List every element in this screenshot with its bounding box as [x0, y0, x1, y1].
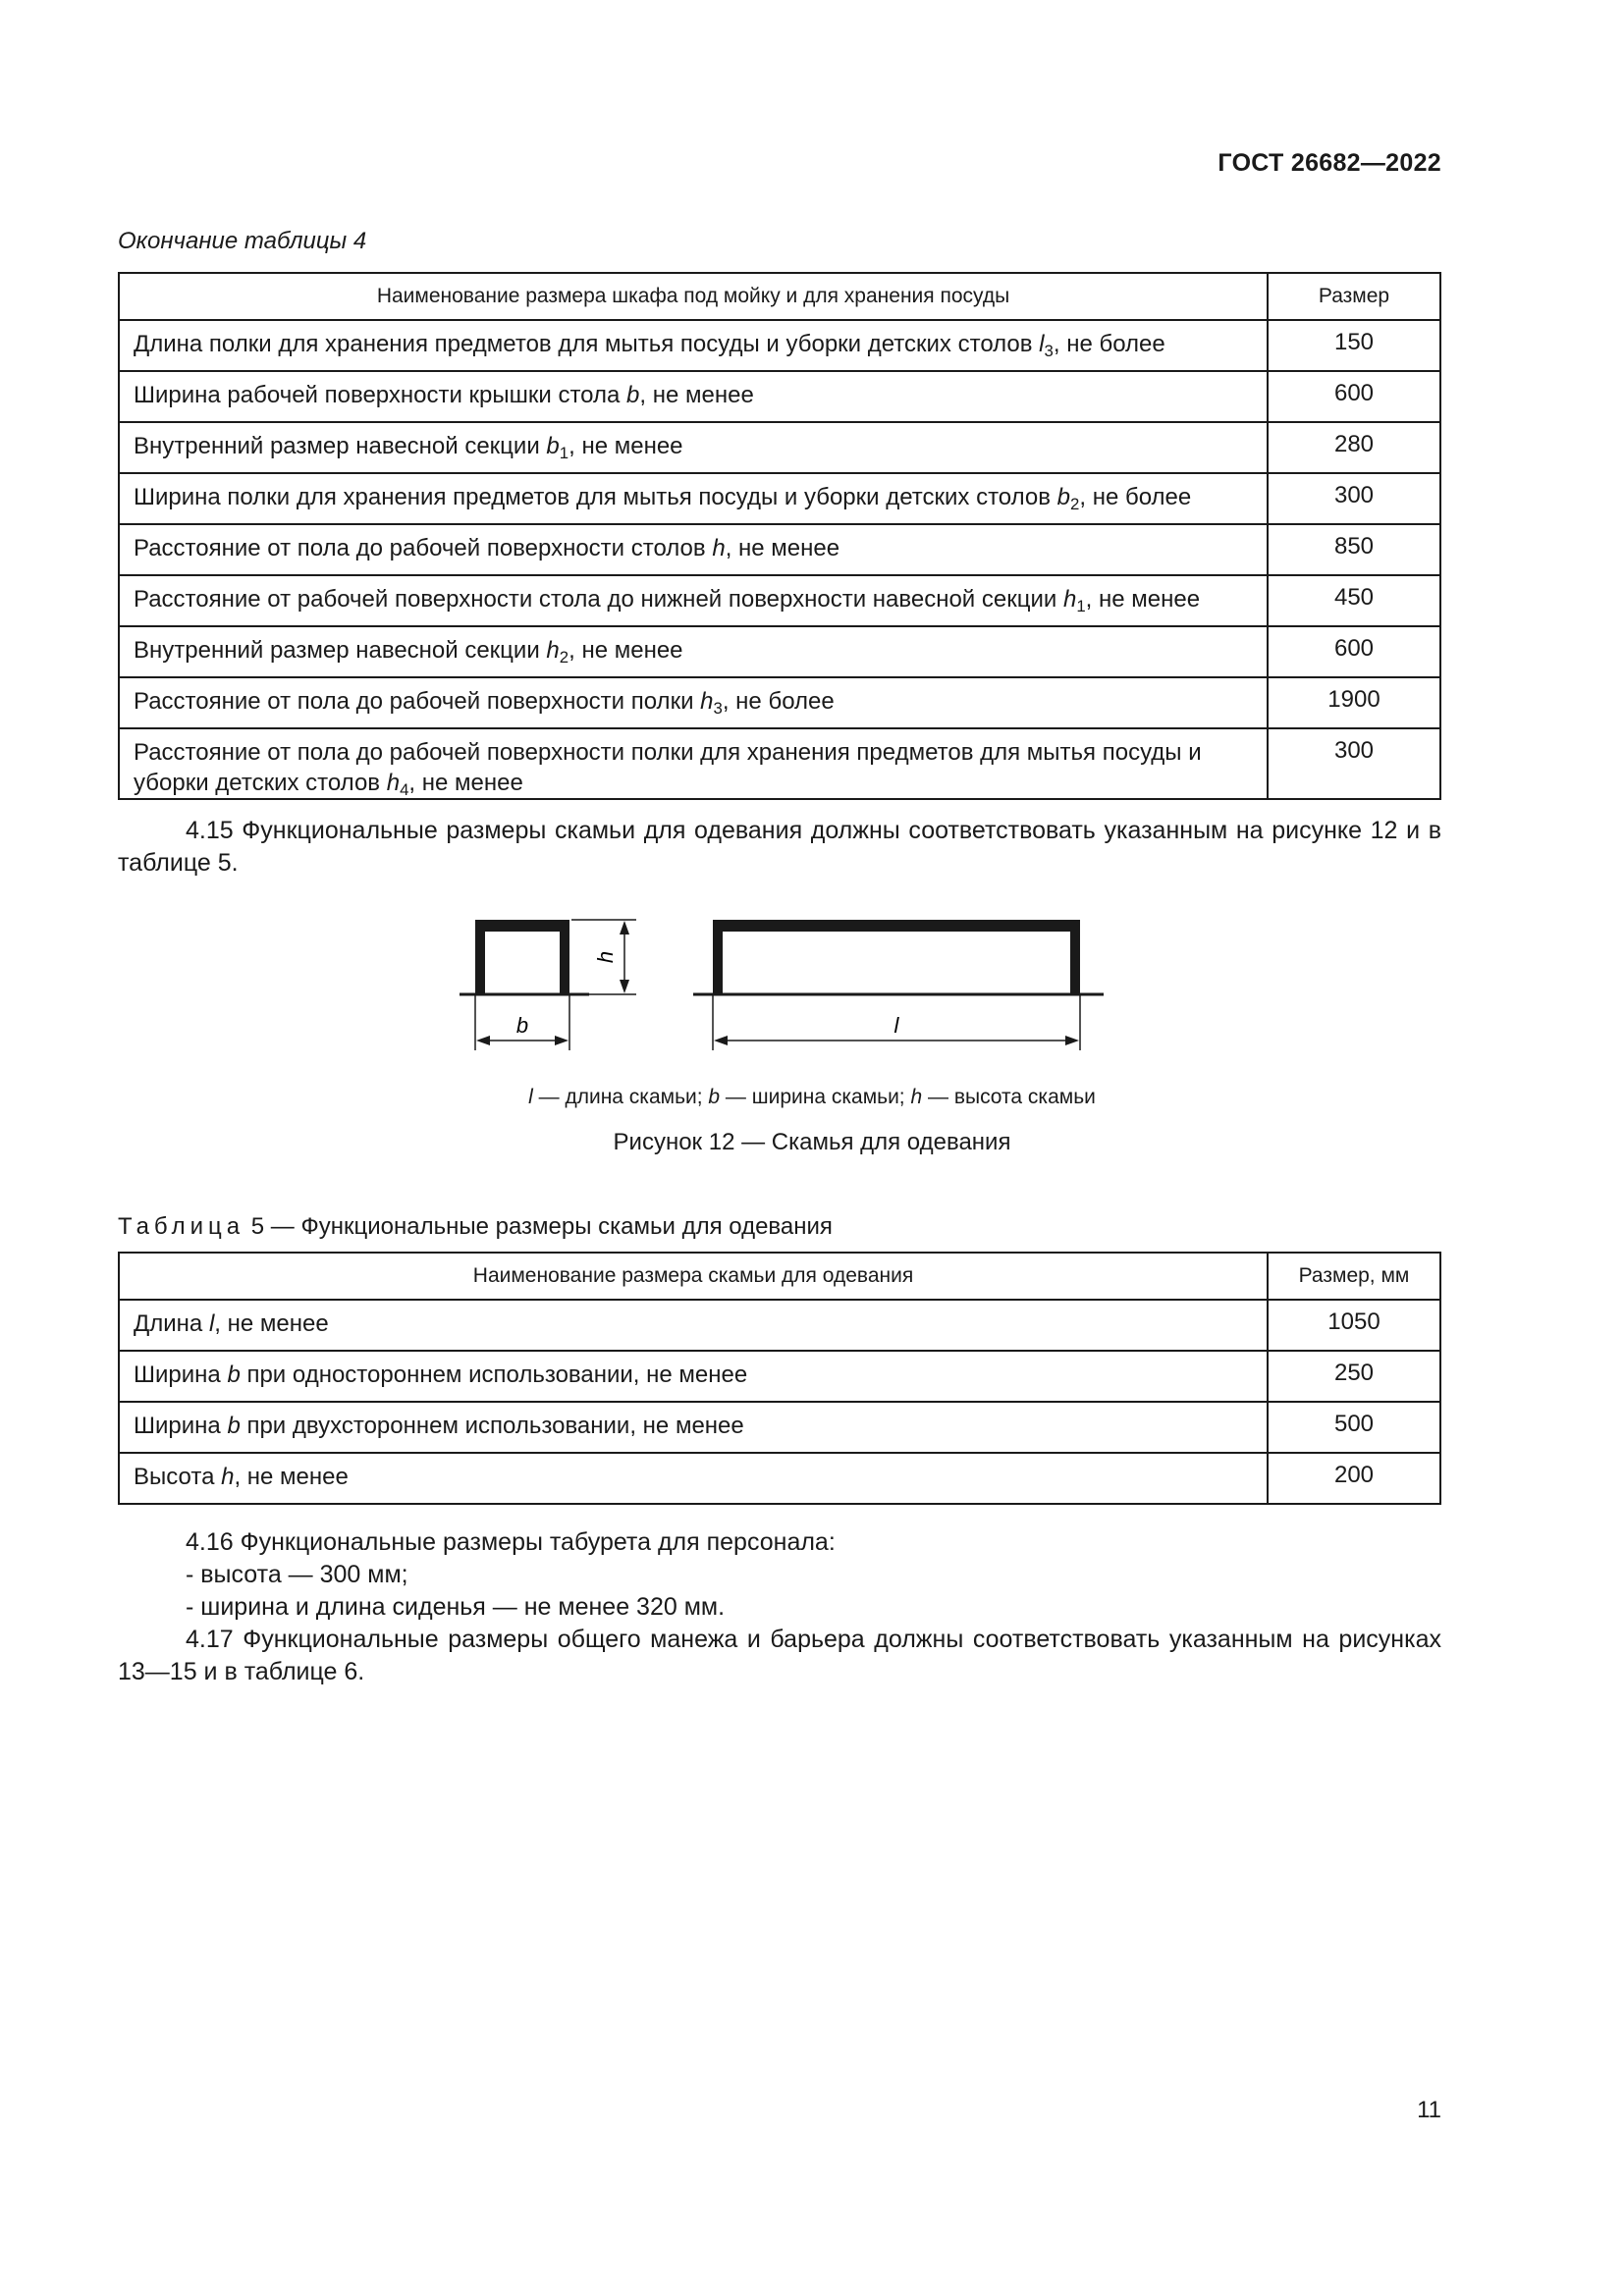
row-name-text: Расстояние от пола до рабочей поверхности столов	[134, 535, 713, 561]
column-header-name: Наименование размера шкафа под мойку и для хранения посуды	[119, 273, 1268, 320]
page-number: 11	[1417, 2097, 1441, 2123]
legend-text-h: — высота скамьи	[922, 1086, 1096, 1108]
row-name-suffix: , не менее	[725, 535, 840, 561]
legend-var-b: b	[708, 1086, 721, 1108]
legend-var-h: h	[910, 1086, 923, 1108]
row-name-text: Ширина	[134, 1362, 228, 1388]
row-variable: h	[221, 1464, 235, 1490]
label-l: l	[893, 1013, 899, 1038]
row-variable: b	[546, 433, 560, 459]
legend-text-l: — длина скамьи;	[532, 1086, 709, 1108]
table-continuation-label: Окончание таблицы 4	[118, 228, 367, 254]
row-value-cell: 250	[1268, 1351, 1440, 1402]
row-name-cell	[119, 1351, 1268, 1402]
row-variable: b	[1056, 484, 1071, 510]
l-arrow-left	[714, 1036, 728, 1045]
row-name-text: Расстояние от пола до рабочей поверхности полки для хранения предметов для мытья посуды и уборки детских столов	[134, 739, 1202, 796]
column-header-name: Наименование размера скамьи для одевания	[119, 1253, 1268, 1300]
row-variable-subscript: 4	[400, 780, 409, 799]
row-variable: l	[1039, 331, 1045, 357]
row-name-suffix: , не менее	[568, 433, 683, 459]
row-name-text: Длина	[134, 1310, 209, 1337]
row-name-text: Ширина рабочей поверхности крышки стола	[134, 382, 627, 408]
row-value-cell: 600	[1268, 626, 1440, 677]
h-arrow-bottom	[620, 980, 629, 993]
row-value-cell: 280	[1268, 422, 1440, 473]
row-name-suffix: , не более	[1079, 484, 1192, 510]
row-variable: h	[546, 637, 560, 664]
row-value-cell: 1050	[1268, 1300, 1440, 1351]
paragraph-4-16: 4.16 Функциональные размеры табурета для персонала:	[186, 1528, 836, 1556]
table-word: Таблица	[118, 1213, 245, 1240]
legend-text-b: — ширина скамьи;	[720, 1086, 911, 1108]
legend-var-l: l	[528, 1086, 533, 1108]
row-name-suffix: , не менее	[214, 1310, 329, 1337]
row-variable-subscript: 1	[559, 444, 569, 462]
bench-leg-front-right	[1070, 920, 1080, 994]
row-name-suffix: при двухстороннем использовании, не менее	[240, 1413, 744, 1439]
row-value-cell: 300	[1268, 473, 1440, 524]
row-variable: b	[227, 1413, 241, 1439]
row-variable: h	[386, 770, 401, 796]
row-value-cell: 1900	[1268, 677, 1440, 728]
row-variable: b	[227, 1362, 241, 1388]
row-value-cell: 200	[1268, 1453, 1440, 1504]
table-5-caption	[118, 1213, 833, 1241]
bench-leg-left	[475, 920, 485, 994]
figure-caption: Рисунок 12 — Скамья для одевания	[613, 1129, 1011, 1155]
figure-legend	[0, 1086, 1624, 1109]
row-name-suffix: , не более	[1053, 331, 1165, 357]
row-name-suffix: , не менее	[568, 637, 683, 664]
row-variable: h	[712, 535, 726, 561]
b-arrow-right	[555, 1036, 568, 1045]
column-header-size: Размер	[1268, 273, 1440, 320]
h-arrow-top	[620, 921, 629, 934]
row-variable-subscript: 2	[559, 648, 569, 667]
row-variable-subscript: 3	[713, 699, 723, 718]
bench-leg-right	[560, 920, 569, 994]
row-variable: b	[626, 382, 640, 408]
row-name-suffix: , не менее	[1085, 586, 1201, 613]
row-variable-subscript: 1	[1076, 597, 1086, 615]
paragraph-4-15: 4.15 Функциональные размеры скамьи для одевания должны соответствовать указанным на рисунке 12 и в таблице 5.	[118, 817, 1441, 877]
table-row	[119, 1351, 1440, 1402]
row-value-cell: 600	[1268, 371, 1440, 422]
table-row	[119, 1300, 1440, 1351]
table-5-body	[119, 1300, 1440, 1504]
row-name-suffix: , не менее	[639, 382, 754, 408]
row-variable: h	[1062, 586, 1077, 613]
row-variable-subscript: 3	[1044, 342, 1054, 360]
row-value-cell: 850	[1268, 524, 1440, 575]
row-value-cell: 450	[1268, 575, 1440, 626]
row-name-text: Расстояние от рабочей поверхности стола до нижней поверхности навесной секции	[134, 586, 1063, 613]
label-h: h	[593, 950, 618, 964]
row-variable: l	[208, 1310, 215, 1337]
row-name-text: Внутренний размер навесной секции	[134, 433, 547, 459]
row-name-cell	[119, 1453, 1268, 1504]
row-name-text: Внутренний размер навесной секции	[134, 637, 547, 664]
row-value-cell: 500	[1268, 1402, 1440, 1453]
list-item-seat: - ширина и длина сиденья — не менее 320 мм.	[186, 1593, 726, 1621]
row-name-text: Ширина полки для хранения предметов для мытья посуды и уборки детских столов	[134, 484, 1057, 510]
row-name-cell	[119, 1300, 1268, 1351]
row-name-text: Высота	[134, 1464, 222, 1490]
row-name-text: Расстояние от пола до рабочей поверхности полки	[134, 688, 701, 715]
row-value-cell: 300	[1268, 728, 1440, 799]
label-b: b	[515, 1013, 529, 1038]
row-name-suffix: , не менее	[408, 770, 523, 796]
row-variable: h	[700, 688, 714, 715]
bench-seat-front	[713, 920, 1080, 932]
row-name-text: Ширина	[134, 1413, 228, 1439]
row-name-text: Длина полки для хранения предметов для мытья посуды и уборки детских столов	[134, 331, 1040, 357]
row-value-cell: 150	[1268, 320, 1440, 371]
row-variable-subscript: 2	[1070, 495, 1080, 513]
table-header-row	[119, 1253, 1440, 1300]
table-row	[119, 1402, 1440, 1453]
column-header-size: Размер, мм	[1268, 1253, 1440, 1300]
list-item-height: - высота — 300 мм;	[186, 1561, 408, 1588]
figure-12-bench-drawing	[0, 0, 1624, 1080]
row-name-suffix: , не более	[722, 688, 835, 715]
table-5	[118, 1252, 1441, 1505]
row-name-cell	[119, 1402, 1268, 1453]
bench-leg-front-left	[713, 920, 723, 994]
bench-seat-side	[475, 920, 569, 932]
row-name-suffix: при одностороннем использовании, не менее	[240, 1362, 748, 1388]
row-name-suffix: , не менее	[234, 1464, 349, 1490]
b-arrow-left	[476, 1036, 490, 1045]
table-row	[119, 1453, 1440, 1504]
paragraph-4-17: 4.17 Функциональные размеры общего манежа и барьера должны соответствовать указанным на рисунках 13—15 и в таблице 6.	[118, 1626, 1441, 1685]
l-arrow-right	[1065, 1036, 1079, 1045]
standard-code: ГОСТ 26682—2022	[1218, 149, 1441, 177]
table-5-title: 5 — Функциональные размеры скамьи для одевания	[244, 1213, 833, 1240]
